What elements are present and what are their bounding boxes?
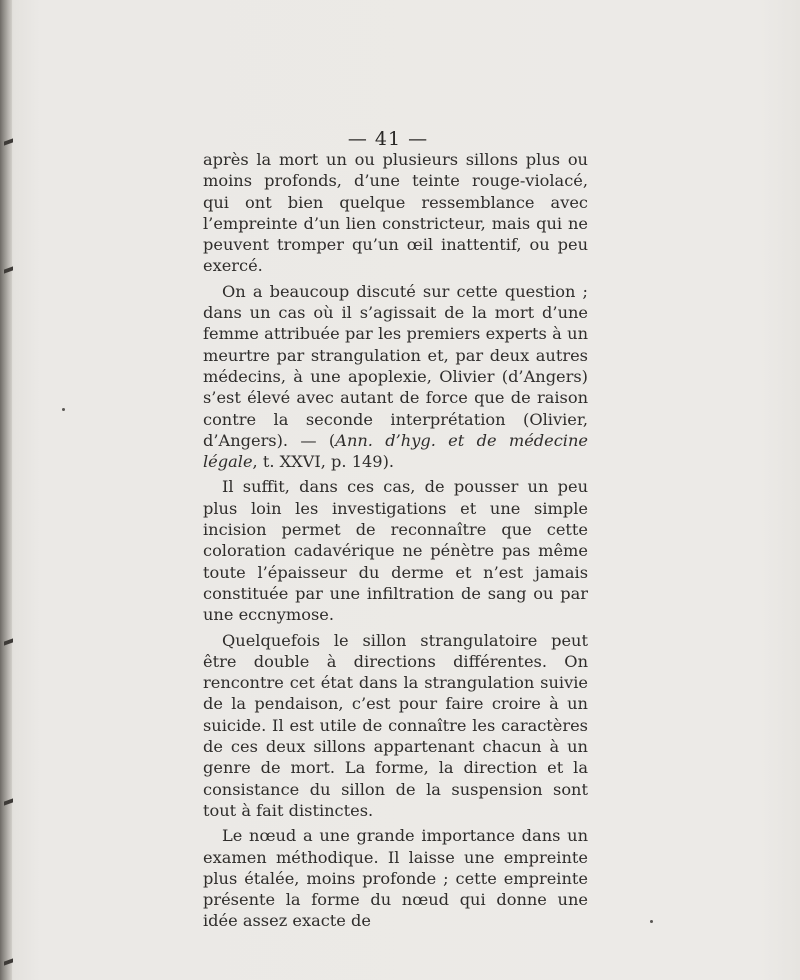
paper-speck [62, 408, 65, 411]
binding-thread [4, 958, 13, 965]
paragraph-text: après la mort un ou plusieurs sillons plus ou moins profonds, d’une teinte rouge-violacé, qui ont bien quelque ressemblance avec l’empreinte d’un lien constricteur, mais qui ne peuvent tromper qu’un œil inattentif, ou peu exercé. [203, 150, 588, 276]
page-number-header: — 41 — [347, 128, 429, 150]
body-text [203, 149, 588, 932]
binding-thread [4, 798, 13, 805]
paragraph [203, 476, 588, 625]
paragraph-text: On a beaucoup discuté sur cette question ; dans un cas où il s’agissait de la mort d’une femme attribuée par les premiers experts à un meurtre par strangulation et, par deux autres médecins, à une apoplexie, Olivier (d’Angers) s’est élevé avec autant de force que de raison contre la seconde interprétation (Olivier, d’Angers). — ( [203, 281, 588, 450]
paragraph [203, 825, 588, 931]
binding-thread [4, 266, 13, 273]
paragraph [203, 281, 588, 473]
binding-thread [4, 638, 13, 645]
paragraph-text: Le nœud a une grande importance dans un examen méthodique. Il laisse une empreinte plus étalée, moins profonde ; cette empreinte présente la forme du nœud qui donne une idée assez exacte de [203, 826, 588, 931]
paragraph-text: Il suffit, dans ces cas, de pousser un peu plus loin les investigations et une simple incision permet de reconnaître que cette coloration cadavérique ne pénètre pas même toute l’épaisseur du derme et n’est jamais constituée par une infiltration de sang ou par une eccnymose. [203, 477, 588, 625]
paragraph [203, 149, 588, 277]
italic-citation: Ann. d’hyg. et de médecine légale [203, 430, 588, 472]
paragraph [203, 630, 588, 822]
paragraph-text: Quelquefois le sillon strangulatoire peut être double à directions différentes. On rencontre cet état dans la strangulation suivie de la pendaison, c’est pour faire croire à un suicide. Il est utile de connaître les caractères de ces deux sillons appartenant chacun à un genre de mort. La forme, la direction et la consistance du sillon de la suspension sont tout à fait distinctes. [203, 630, 588, 820]
paper-speck [650, 920, 653, 923]
paragraph-text: , t. XXVI, p. 149). [252, 452, 395, 472]
